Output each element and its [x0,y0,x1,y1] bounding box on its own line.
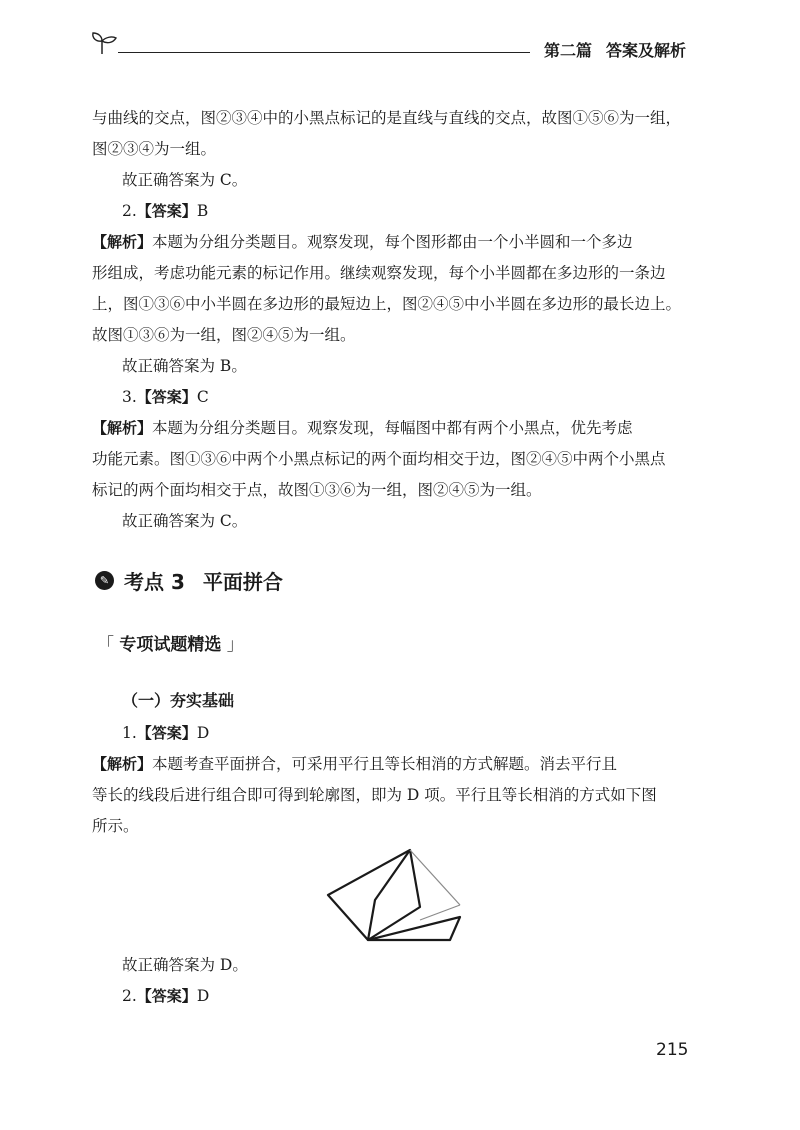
analysis-line: 本题为分组分类题目。观察发现，每幅图中都有两个小黑点，优先考虑 [152,419,633,437]
analysis-line: 故图①③⑥为一组，图②④⑤为一组。 [92,326,356,344]
outline-figure [328,850,460,940]
question-number: 2. [122,987,137,1005]
analysis-q3 [92,413,700,444]
answer-value: D [196,987,210,1005]
answer-value: B [196,202,209,220]
topic-heading [95,566,283,595]
analysis-line: 本题为分组分类题目。观察发现，每个图形都由一个小半圆和一个多边 [152,233,633,251]
answer-block-1 [92,103,700,537]
analysis-line: 标记的两个面均相交于点，故图①③⑥为一组，图②④⑤为一组。 [92,481,542,499]
section-title: 专项试题精选 [119,635,222,655]
analysis-line: 上，图①③⑥中小半圆在多边形的最短边上，图②④⑤中小半圆在多边形的最长边上。 [92,295,682,313]
answer-block-s1 [92,718,700,842]
paragraph: 图②③④为一组。 [92,140,217,158]
header-part: 第二篇 [544,41,593,60]
answer-block-s2 [92,950,700,1012]
analysis-line: 等长的线段后进行组合即可得到轮廓图，即为 D 项。平行且等长相消的方式如下图 [92,786,657,804]
answer-line-q3 [92,382,700,413]
answer-line-s1 [92,718,700,749]
analysis-line: 功能元素。图①③⑥中两个小黑点标记的两个面均相交于边，图②④⑤中两个小黑点 [92,450,666,468]
analysis-tag: 【解析】 [92,233,153,251]
analysis-line: 本题考查平面拼合，可采用平行且等长相消的方式解题。消去平行且 [152,755,618,773]
section-heading: 「 专项试题精选 」 [97,635,244,655]
topic-title: 平面拼合 [202,570,283,594]
answer-tag: 【答案】 [136,388,197,406]
conclusion: 故正确答案为 C。 [122,512,248,530]
answer-tag: 【答案】 [136,724,197,742]
answer-value: C [196,388,209,406]
running-header [544,38,686,61]
paragraph: 与曲线的交点，图②③④中的小黑点标记的是直线与直线的交点，故图①⑤⑥为一组， [92,109,682,127]
analysis-tag: 【解析】 [92,755,153,773]
header-rule [118,52,530,53]
topic-label: 考点 3 [124,570,185,594]
analysis-line: 所示。 [92,817,139,835]
question-number: 2. [122,202,137,220]
analysis-s1 [92,749,700,780]
plane-combination-figure [320,845,470,945]
conclusion: 故正确答案为 B。 [122,357,247,375]
analysis-q2 [92,227,700,258]
header-section-title: 答案及解析 [606,41,687,60]
subsection-heading: （一）夯实基础 [122,691,235,710]
answer-value: D [196,724,210,742]
answer-tag: 【答案】 [136,987,197,1005]
sprout-icon [90,30,120,56]
question-number: 3. [122,388,137,406]
question-number: 1. [122,724,137,742]
analysis-tag: 【解析】 [92,419,153,437]
analysis-line: 形组成，考虑功能元素的标记作用。继续观察发现，每个小半圆都在多边形的一条边 [92,264,666,282]
conclusion: 故正确答案为 D。 [122,956,248,974]
answer-tag: 【答案】 [136,202,197,220]
answer-line-q2 [92,196,700,227]
page-number: 215 [656,1040,689,1060]
conclusion: 故正确答案为 C。 [122,171,248,189]
pen-icon: ✎ [95,571,114,590]
answer-line-s2 [92,981,700,1012]
